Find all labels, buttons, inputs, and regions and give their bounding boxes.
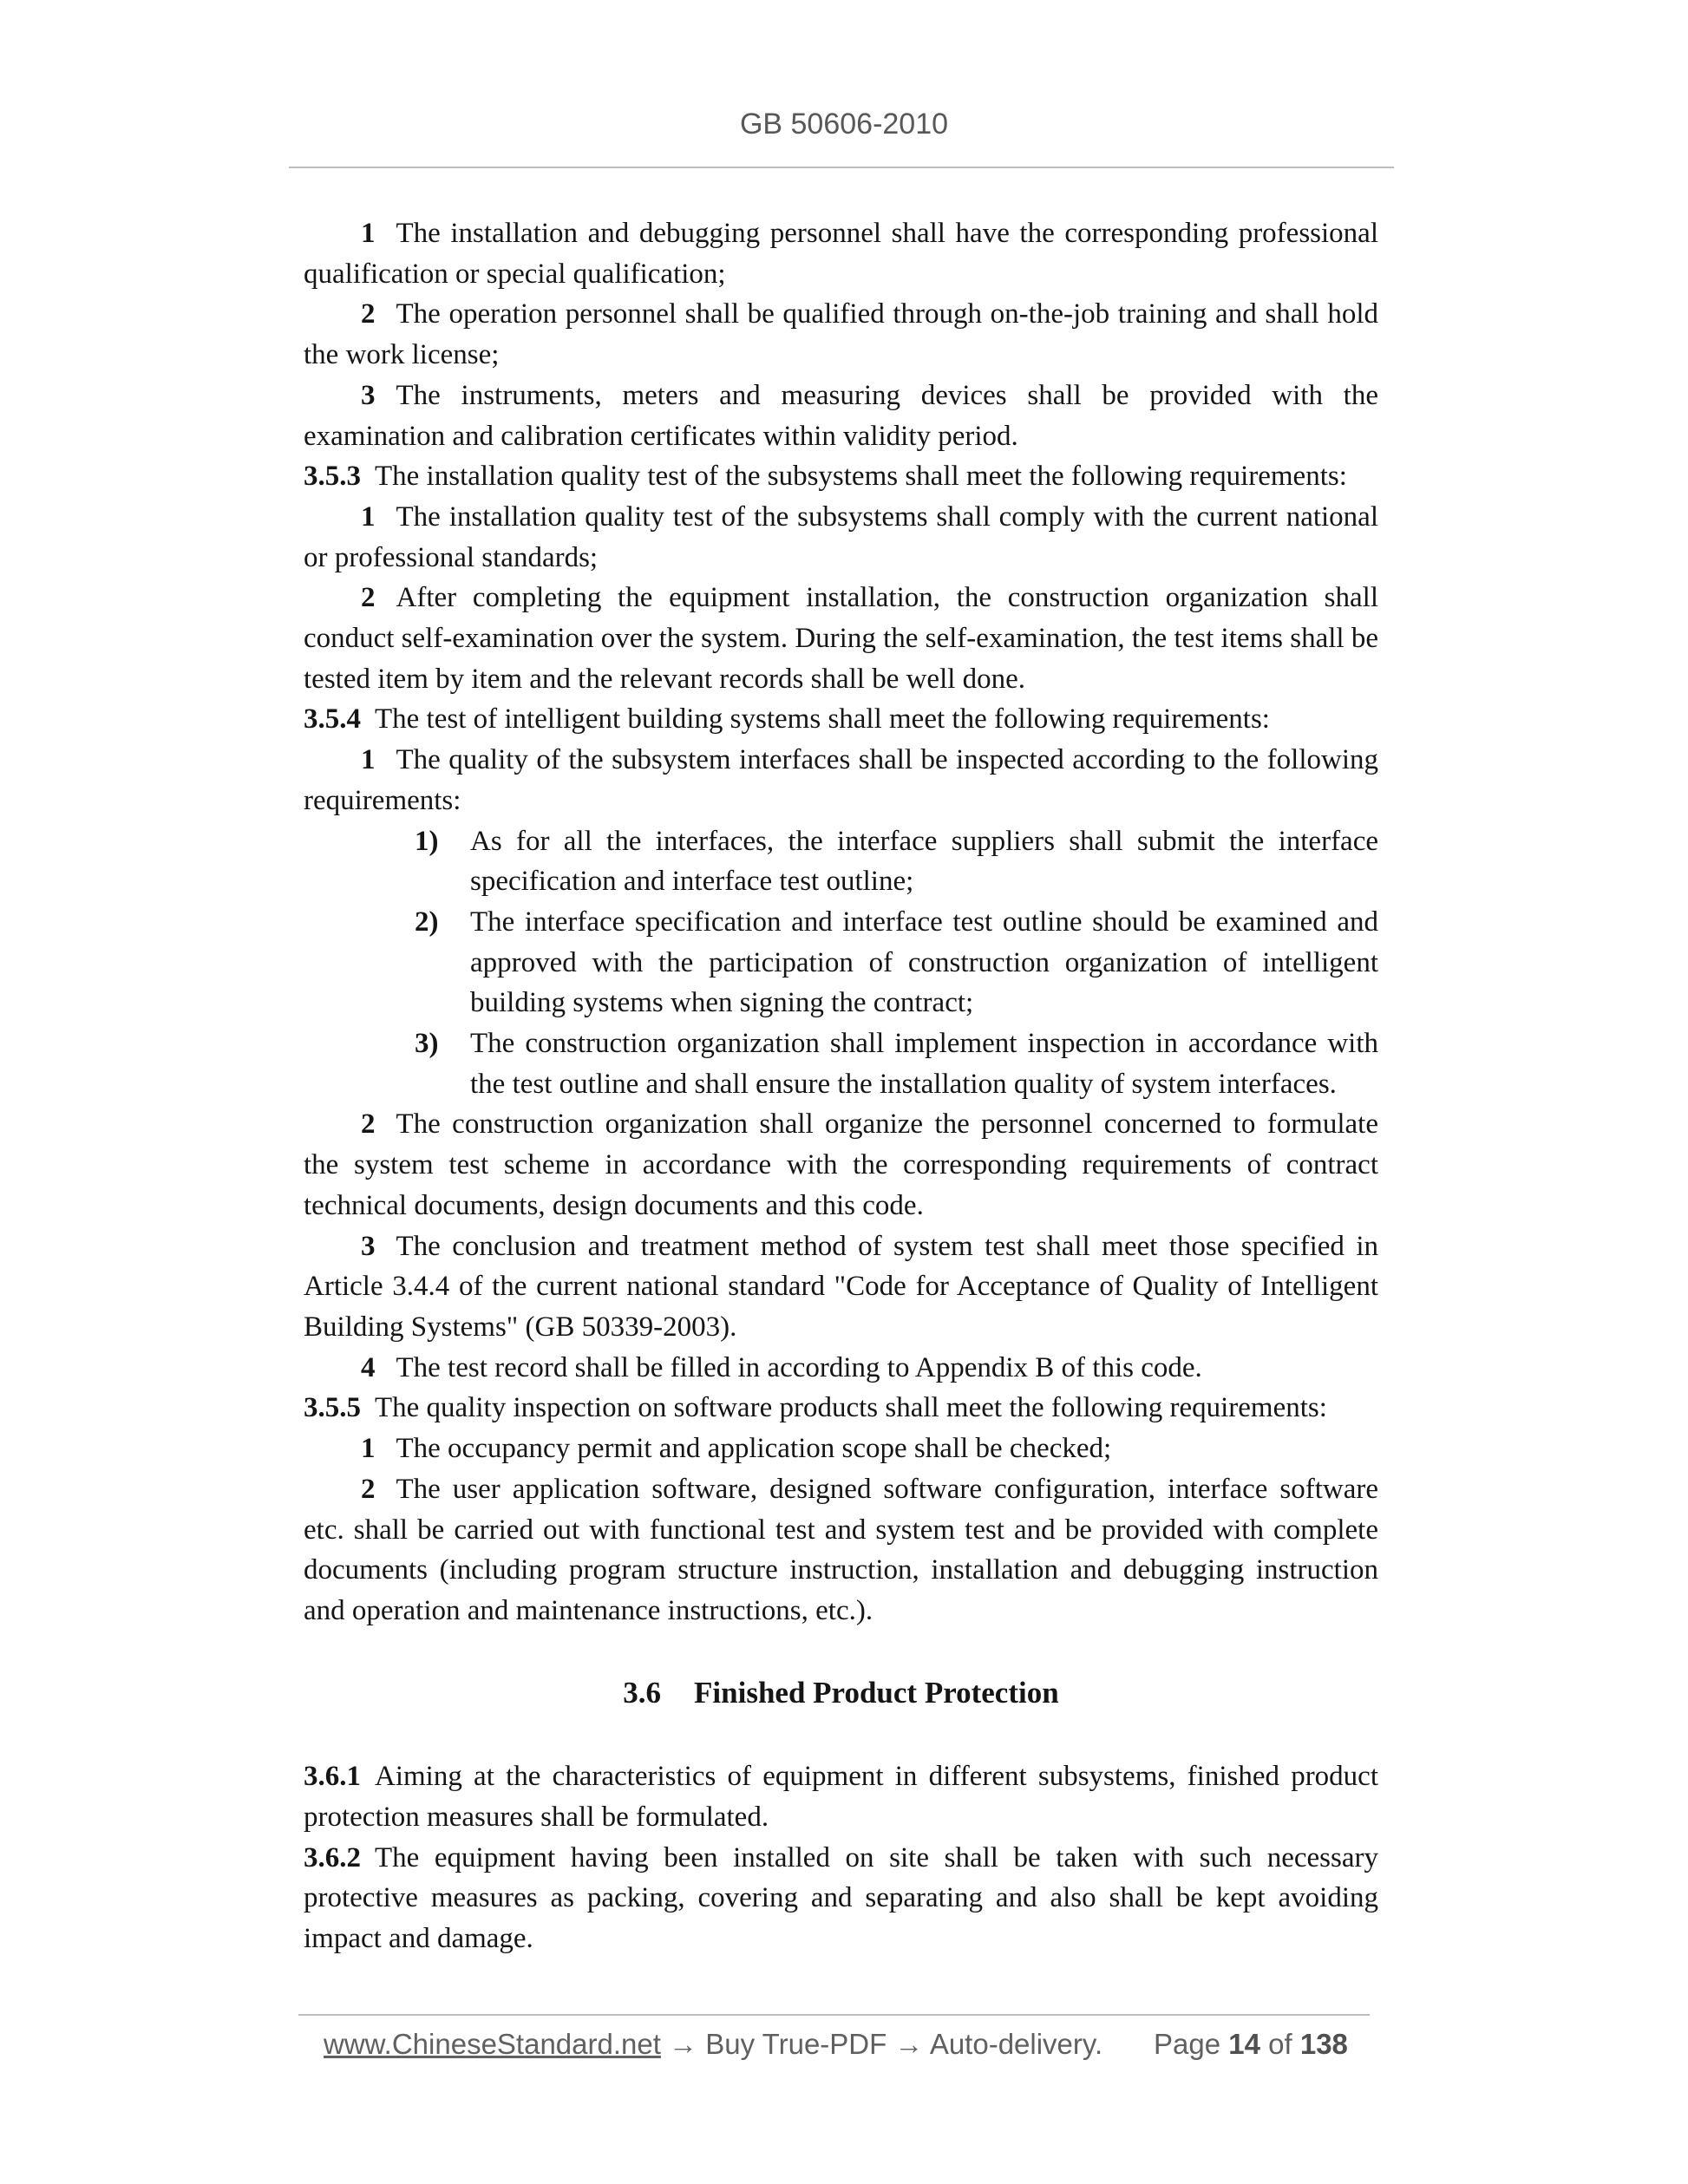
paragraph-text: As for all the interfaces, the interface suppliers shall submit the interface specification and interface test outline;	[470, 825, 1378, 898]
list-item	[304, 1104, 1378, 1226]
list-item	[304, 1348, 1378, 1389]
item-number: 1	[361, 218, 376, 249]
item-number: 3	[361, 1230, 376, 1262]
clause-number: 3.6.1	[304, 1761, 361, 1793]
list-item	[304, 376, 1378, 456]
page-label: Page	[1154, 2028, 1221, 2060]
paragraph-text: The test of intelligent building systems shall meet the following requirements:	[375, 703, 1270, 736]
list-item	[304, 294, 1378, 375]
item-number: 3	[361, 379, 376, 411]
sub-item	[304, 1023, 1378, 1104]
sub-item	[304, 902, 1378, 1023]
sub-item-number: 2)	[415, 906, 439, 938]
clause-number: 3.5.5	[304, 1392, 361, 1424]
section-heading	[304, 1673, 1378, 1714]
paragraph-text: After completing the equipment installation, the construction organization shall conduct self-examination over the system. During the self-examination, the test items shall be tested item by item and the relevant records shall be well done.	[304, 582, 1378, 695]
sub-item	[304, 821, 1378, 902]
clause	[304, 1838, 1378, 1959]
clause-number: 3.5.3	[304, 461, 361, 493]
clause	[304, 1756, 1378, 1837]
paragraph-text: The installation quality test of the subsystems shall meet the following requirements:	[375, 461, 1347, 493]
header-divider	[289, 167, 1394, 168]
list-item	[304, 1226, 1378, 1348]
item-number: 1	[361, 1433, 376, 1465]
item-number: 2	[361, 582, 376, 614]
item-number: 2	[361, 298, 376, 330]
page-total: 138	[1299, 2028, 1348, 2060]
paragraph-text: The equipment having been installed on site shall be taken with such necessary protective measures as packing, covering and separating and also shall be kept avoiding impact and damage.	[304, 1841, 1378, 1955]
clause	[304, 1388, 1378, 1429]
item-number: 4	[361, 1351, 376, 1383]
list-item	[304, 1469, 1378, 1631]
clause-number: 3.5.4	[304, 703, 361, 736]
item-number: 2	[361, 1108, 376, 1141]
page-footer	[324, 2028, 1348, 2061]
clause-number: 3.6.2	[304, 1841, 361, 1873]
paragraph-text: The occupancy permit and application scope shall be checked;	[396, 1433, 1112, 1465]
paragraph-text: The conclusion and treatment method of system test shall meet those specified in Article 3.4.4 of the current national standard "Code for Acceptance of Quality of Intelligent Building Systems" (GB 50339-2003).	[304, 1230, 1378, 1343]
paragraph-text: The user application software, designed software configuration, interface software etc. shall be carried out with functional test and system test and be provided with complete documents (including program structure instruction, installation and debugging instruction and operation and maintenance instructions, etc.).	[304, 1473, 1378, 1626]
page-header: GB 50606-2010	[739, 108, 949, 141]
clause	[304, 699, 1378, 740]
list-item	[304, 740, 1378, 821]
paragraph-text: The test record shall be filled in according to Appendix B of this code.	[396, 1351, 1202, 1383]
paragraph-text: The construction organization shall organize the personnel concerned to formulate the system test scheme in accordance with the corresponding requirements of contract technical documents, design documents and this code.	[304, 1108, 1378, 1221]
paragraph-text: The installation and debugging personnel shall have the corresponding professional qualification or special qualification;	[304, 218, 1378, 290]
section-title: Finished Product Protection	[694, 1675, 1059, 1710]
list-item	[304, 578, 1378, 699]
list-item	[304, 1429, 1378, 1469]
item-number: 2	[361, 1473, 376, 1505]
paragraph-text: The quality of the subsystem interfaces shall be inspected according to the following requirements:	[304, 744, 1378, 816]
list-item	[304, 497, 1378, 578]
page-of: of	[1268, 2028, 1292, 2060]
clause	[304, 456, 1378, 497]
sub-item-number: 1)	[415, 825, 439, 857]
list-item	[304, 213, 1378, 294]
paragraph-text: The operation personnel shall be qualified through on-the-job training and shall hold the work license;	[304, 298, 1378, 371]
paragraph-text: The interface specification and interface test outline should be examined and approved with the participation of construction organization of intelligent building systems when signing the contract;	[470, 906, 1378, 1019]
item-number: 1	[361, 500, 376, 533]
paragraph-text: The construction organization shall implement inspection in accordance with the test outline and shall ensure the installation quality of system interfaces.	[470, 1028, 1378, 1100]
paragraph-text: The quality inspection on software products shall meet the following requirements:	[375, 1392, 1327, 1424]
paragraph-text: Aiming at the characteristics of equipment in different subsystems, finished product protection measures shall be formulated.	[304, 1761, 1378, 1834]
page-current: 14	[1228, 2028, 1260, 2060]
footer-tagline: → Buy True-PDF → Auto-delivery.	[660, 2028, 1103, 2060]
footer-divider	[298, 2014, 1370, 2016]
sub-item-number: 3)	[415, 1028, 439, 1060]
section-number: 3.6	[623, 1675, 662, 1710]
paragraph-text: The installation quality test of the subsystems shall comply with the current national or professional standards;	[304, 500, 1378, 573]
item-number: 1	[361, 744, 376, 776]
page-indicator	[1154, 2028, 1348, 2061]
paragraph-text: The instruments, meters and measuring devices shall be provided with the examination and calibration certificates within validity period.	[304, 379, 1378, 452]
document-body	[304, 213, 1378, 1959]
website-link[interactable]: www.ChineseStandard.net	[324, 2028, 661, 2060]
